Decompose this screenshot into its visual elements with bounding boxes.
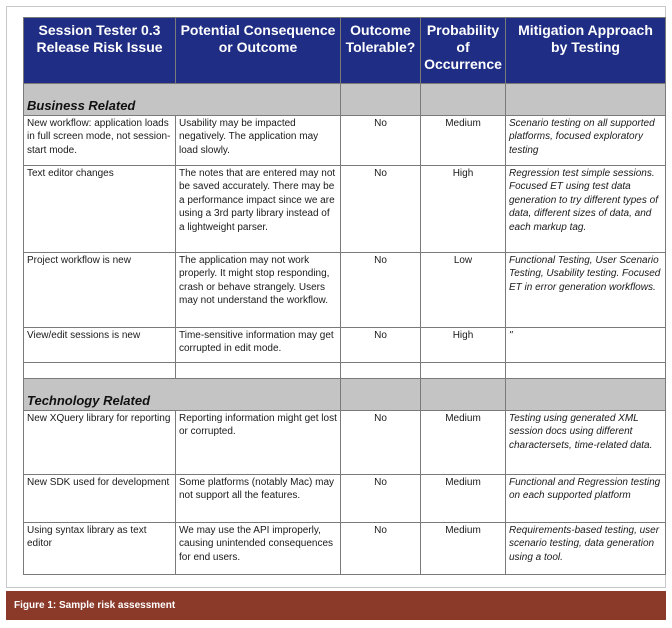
section-cell xyxy=(341,84,421,116)
risk-assessment-table xyxy=(23,17,666,575)
cell-probability: High xyxy=(421,166,506,253)
section-cell xyxy=(421,379,506,411)
section-business xyxy=(24,84,666,116)
section-cell xyxy=(421,84,506,116)
table-row xyxy=(24,328,666,363)
empty-cell xyxy=(421,363,506,379)
cell-issue: New SDK used for development xyxy=(24,475,176,523)
cell-tolerable: No xyxy=(341,116,421,166)
section-title-business: Business Related xyxy=(24,84,341,116)
cell-consequence: Usability may be impacted negatively. The application may load slowly. xyxy=(176,116,341,166)
cell-mitigation: Regression test simple sessions. Focused ET using test data generation to try different types of data, different sizes of data, and each markup tag. xyxy=(506,166,666,253)
cell-probability: Medium xyxy=(421,523,506,575)
cell-tolerable: No xyxy=(341,328,421,363)
empty-cell xyxy=(24,363,176,379)
cell-tolerable: No xyxy=(341,253,421,328)
cell-consequence: Some platforms (notably Mac) may not support all the features. xyxy=(176,475,341,523)
cell-consequence: Reporting information might get lost or corrupted. xyxy=(176,411,341,475)
cell-consequence: The application may not work properly. It might stop responding, crash or behave strangely. Users may not understand the workflow. xyxy=(176,253,341,328)
figure-caption: Figure 1: Sample risk assessment xyxy=(6,591,666,620)
empty-cell xyxy=(341,363,421,379)
section-technology xyxy=(24,379,666,411)
cell-issue: Text editor changes xyxy=(24,166,176,253)
cell-tolerable: No xyxy=(341,166,421,253)
header-issue: Session Tester 0.3 Release Risk Issue xyxy=(24,18,176,84)
header-consequence: Potential Consequence or Outcome xyxy=(176,18,341,84)
header-row xyxy=(24,18,666,84)
header-probability: Probability of Occurrence xyxy=(421,18,506,84)
section-title-technology: Technology Related xyxy=(24,379,341,411)
cell-consequence: The notes that are entered may not be saved accurately. There may be a performance impact since we are using a 3rd party library instead of a lightweight parser. xyxy=(176,166,341,253)
cell-mitigation: Testing using generated XML session docs using different charactersets, time-related data. xyxy=(506,411,666,475)
empty-cell xyxy=(506,363,666,379)
cell-mitigation: Requirements-based testing, user scenario testing, data generation using a tool. xyxy=(506,523,666,575)
cell-mitigation: Functional and Regression testing on each supported platform xyxy=(506,475,666,523)
cell-probability: High xyxy=(421,328,506,363)
cell-tolerable: No xyxy=(341,475,421,523)
cell-probability: Medium xyxy=(421,411,506,475)
cell-issue: New workflow: application loads in full screen mode, not session-start mode. xyxy=(24,116,176,166)
cell-tolerable: No xyxy=(341,523,421,575)
cell-issue: New XQuery library for reporting xyxy=(24,411,176,475)
cell-mitigation: Scenario testing on all supported platforms, focused exploratory testing xyxy=(506,116,666,166)
table-row xyxy=(24,523,666,575)
section-cell xyxy=(506,379,666,411)
header-mitigation: Mitigation Approach by Testing xyxy=(506,18,666,84)
empty-cell xyxy=(176,363,341,379)
cell-consequence: We may use the API improperly, causing unintended consequences for end users. xyxy=(176,523,341,575)
cell-issue: View/edit sessions is new xyxy=(24,328,176,363)
table-row xyxy=(24,166,666,253)
cell-tolerable: No xyxy=(341,411,421,475)
section-cell xyxy=(341,379,421,411)
cell-probability: Low xyxy=(421,253,506,328)
cell-probability: Medium xyxy=(421,116,506,166)
cell-mitigation: " xyxy=(506,328,666,363)
table-row xyxy=(24,253,666,328)
cell-issue: Using syntax library as text editor xyxy=(24,523,176,575)
cell-issue: Project workflow is new xyxy=(24,253,176,328)
header-tolerable: Outcome Tolerable? xyxy=(341,18,421,84)
cell-consequence: Time-sensitive information may get corrupted in edit mode. xyxy=(176,328,341,363)
table-row xyxy=(24,411,666,475)
empty-row xyxy=(24,363,666,379)
cell-probability: Medium xyxy=(421,475,506,523)
cell-mitigation: Functional Testing, User Scenario Testing, Usability testing. Focused ET in error generation workflows. xyxy=(506,253,666,328)
table-row xyxy=(24,116,666,166)
section-cell xyxy=(506,84,666,116)
figure-frame xyxy=(6,6,666,588)
table-row xyxy=(24,475,666,523)
